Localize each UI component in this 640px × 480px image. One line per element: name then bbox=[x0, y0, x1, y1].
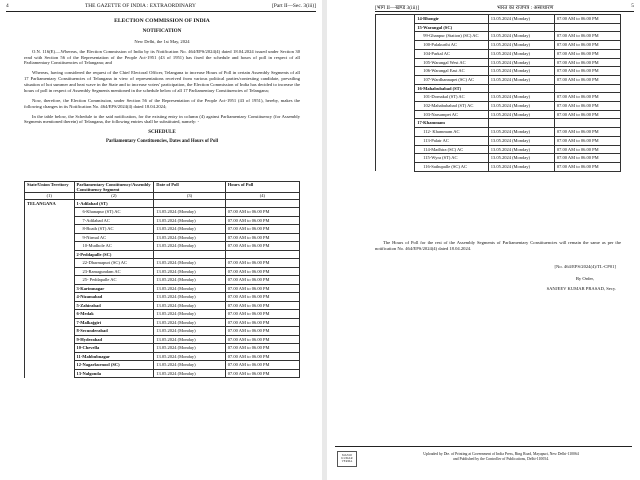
poll-hours-cell: 07.00 AM to 06.00 PM bbox=[554, 15, 620, 24]
constituency-cell: 102-Mahabubabad (ST) AC bbox=[415, 102, 489, 111]
constituency-cell: 104-Parkal AC bbox=[415, 49, 489, 58]
state-cell bbox=[25, 267, 75, 276]
table-row-segment bbox=[376, 136, 621, 145]
poll-date-cell: 13.05.2024 (Monday) bbox=[154, 318, 226, 327]
poll-date-cell: 13.05.2024 (Monday) bbox=[154, 301, 226, 310]
poll-hours-cell: 07.00 AM to 06.00 PM bbox=[225, 276, 299, 285]
state-cell bbox=[25, 293, 75, 302]
constituency-cell: 7-Adilabad AC bbox=[74, 216, 154, 225]
gazette-part-hindi: [भाग II—खण्ड 3(iii)] bbox=[375, 5, 420, 11]
table-row-constituency bbox=[25, 361, 300, 370]
poll-date-cell bbox=[488, 119, 554, 128]
signatory: SANJEEV KUMAR PRASAD, Secy. bbox=[546, 286, 616, 291]
poll-hours-cell: 07.00 AM to 06.00 PM bbox=[554, 136, 620, 145]
poll-hours-cell: 07.00 AM to 06.00 PM bbox=[225, 293, 299, 302]
state-cell bbox=[25, 233, 75, 242]
constituency-cell: 14-Bhongir bbox=[415, 15, 489, 24]
poll-hours-cell: 07.00 AM to 06.00 PM bbox=[225, 233, 299, 242]
col-number: (3) bbox=[154, 193, 226, 200]
date-line: New Delhi, the 1st May, 2024 bbox=[134, 38, 190, 44]
constituency-cell: 16-Mahabubabad (ST) bbox=[415, 84, 489, 93]
poll-hours-cell: 07.00 AM to 06.00 PM bbox=[225, 352, 299, 361]
poll-date-cell: 13.05.2024 (Monday) bbox=[154, 284, 226, 293]
poll-date-cell: 13.05.2024 (Monday) bbox=[154, 216, 226, 225]
poll-hours-cell: 07.00 AM to 06.00 PM bbox=[554, 162, 620, 171]
state-cell bbox=[376, 128, 415, 137]
poll-date-cell: 13.05.2024 (Monday) bbox=[154, 369, 226, 378]
constituency-cell: 100-Palakurthi AC bbox=[415, 41, 489, 50]
by-order: By Order, bbox=[575, 276, 594, 281]
table-row-constituency bbox=[25, 310, 300, 319]
table-row-constituency bbox=[25, 352, 300, 361]
constituency-cell: 1-Adilabad (ST) bbox=[74, 199, 154, 208]
closing-note: The Hours of Poll for the rest of the Assembly Segments of Parliamentary Constituencies will remain the same as per the notification No. 464/EPS/2024(4) dated 18.04.2024. bbox=[375, 240, 621, 251]
table-row-constituency bbox=[25, 344, 300, 353]
page-header bbox=[375, 3, 634, 11]
poll-date-cell: 13.05.2024 (Monday) bbox=[488, 136, 554, 145]
poll-hours-cell bbox=[225, 250, 299, 259]
state-cell bbox=[376, 49, 415, 58]
poll-hours-cell: 07.00 AM to 06.00 PM bbox=[554, 145, 620, 154]
table-row-segment bbox=[376, 162, 621, 171]
page-number: 4 bbox=[6, 3, 9, 9]
table-row-constituency bbox=[25, 335, 300, 344]
poll-hours-cell: 07.00 AM to 06.00 PM bbox=[554, 154, 620, 163]
footer-line-2: and Published by the Controller of Publications, Delhi-110054. bbox=[453, 457, 549, 462]
poll-hours-cell bbox=[554, 119, 620, 128]
col-header-constituency: Parliamentary Constituency/Assembly Constituency Segment bbox=[74, 182, 154, 193]
table-row-segment bbox=[25, 208, 300, 217]
schedule-rows bbox=[25, 199, 300, 378]
paragraph-3: Now, therefore, the Election Commission, under Section 56 of the Representation of the People Act-1951 (43 of 1951), hereby, makes the following changes in its Notification No. 464/EPS/2024(4) dated 18.04.2024; bbox=[24, 97, 300, 109]
state-cell bbox=[25, 352, 75, 361]
notification-heading: NOTIFICATION bbox=[142, 28, 182, 35]
state-cell bbox=[25, 284, 75, 293]
table-row-segment bbox=[376, 154, 621, 163]
constituency-cell: 6-Khanapur (ST) AC bbox=[74, 208, 154, 217]
schedule-title: SCHEDULE bbox=[148, 130, 176, 136]
footer bbox=[411, 452, 591, 462]
poll-date-cell: 13.05.2024 (Monday) bbox=[488, 145, 554, 154]
poll-hours-cell: 07.00 AM to 06.00 PM bbox=[554, 93, 620, 102]
state-cell bbox=[376, 84, 415, 93]
poll-date-cell: 13.05.2024 (Monday) bbox=[488, 128, 554, 137]
poll-hours-cell: 07.00 AM to 06.00 PM bbox=[225, 344, 299, 353]
poll-date-cell bbox=[488, 23, 554, 32]
poll-hours-cell: 07.00 AM to 06.00 PM bbox=[225, 327, 299, 336]
constituency-cell: 8-Boath (ST) AC bbox=[74, 225, 154, 234]
constituency-cell: 114-Madhira (SC) AC bbox=[415, 145, 489, 154]
table-row-segment bbox=[25, 276, 300, 285]
poll-hours-cell: 07.00 AM to 06.00 PM bbox=[225, 208, 299, 217]
poll-hours-cell: 07.00 AM to 06.00 PM bbox=[554, 58, 620, 67]
poll-date-cell: 13.05.2024 (Monday) bbox=[154, 208, 226, 217]
gazette-page-right bbox=[327, 0, 640, 480]
poll-date-cell: 13.05.2024 (Monday) bbox=[154, 361, 226, 370]
poll-date-cell: 13.05.2024 (Monday) bbox=[154, 327, 226, 336]
constituency-cell: 8-Secunderabad bbox=[74, 327, 154, 336]
table-row-segment bbox=[25, 225, 300, 234]
poll-date-cell: 13.05.2024 (Monday) bbox=[154, 259, 226, 268]
page-number: 5 bbox=[631, 3, 634, 9]
constituency-cell: 112- Khammam AC bbox=[415, 128, 489, 137]
table-row-segment bbox=[376, 93, 621, 102]
table-row-constituency bbox=[25, 327, 300, 336]
constituency-cell: 113-Palair AC bbox=[415, 136, 489, 145]
constituency-cell: 3-Karimnagar bbox=[74, 284, 154, 293]
state-cell bbox=[25, 318, 75, 327]
poll-date-cell: 13.05.2024 (Monday) bbox=[488, 15, 554, 24]
constituency-cell: 13-Nalgonda bbox=[74, 369, 154, 378]
poll-date-cell: 13.05.2024 (Monday) bbox=[154, 344, 226, 353]
table-row-constituency bbox=[25, 293, 300, 302]
state-cell bbox=[376, 110, 415, 119]
poll-date-cell: 13.05.2024 (Monday) bbox=[154, 335, 226, 344]
table-row-segment bbox=[376, 32, 621, 41]
state-cell bbox=[25, 242, 75, 251]
state-cell bbox=[25, 335, 75, 344]
constituency-cell: 23-Ramagundam AC bbox=[74, 267, 154, 276]
poll-date-cell: 13.05.2024 (Monday) bbox=[488, 32, 554, 41]
poll-date-cell bbox=[154, 250, 226, 259]
poll-hours-cell: 07.00 AM to 06.00 PM bbox=[554, 32, 620, 41]
constituency-cell: 22-Dharmapuri (SC) AC bbox=[74, 259, 154, 268]
state-cell bbox=[376, 32, 415, 41]
constituency-cell: 99-Ghanpur (Station) (SC) AC bbox=[415, 32, 489, 41]
table-row-segment bbox=[376, 128, 621, 137]
constituency-cell: 106-Warangal East AC bbox=[415, 67, 489, 76]
poll-date-cell: 13.05.2024 (Monday) bbox=[154, 233, 226, 242]
poll-hours-cell: 07.00 AM to 06.00 PM bbox=[554, 41, 620, 50]
notification-reference: [No. 464/EPS/2024(4)/TL-CP01] bbox=[554, 264, 616, 269]
constituency-cell: 9-Hyderabad bbox=[74, 335, 154, 344]
state-cell bbox=[25, 216, 75, 225]
state-cell bbox=[376, 75, 415, 84]
state-cell bbox=[376, 58, 415, 67]
table-row-segment bbox=[376, 41, 621, 50]
constituency-cell: 116-Sathupalle (SC) AC bbox=[415, 162, 489, 171]
table-row-constituency bbox=[25, 369, 300, 378]
state-cell bbox=[25, 327, 75, 336]
constituency-cell: 107-Wardhannapet (SC) AC bbox=[415, 75, 489, 84]
poll-hours-cell: 07.00 AM to 06.00 PM bbox=[225, 225, 299, 234]
constituency-cell: 5-Zahirabad bbox=[74, 301, 154, 310]
table-row-segment bbox=[376, 102, 621, 111]
constituency-cell: 11-Mahbubnagar bbox=[74, 352, 154, 361]
poll-date-cell: 13.05.2024 (Monday) bbox=[488, 75, 554, 84]
constituency-cell: 10-Chevella bbox=[74, 344, 154, 353]
poll-hours-cell: 07.00 AM to 06.00 PM bbox=[554, 75, 620, 84]
poll-hours-cell: 07.00 AM to 06.00 PM bbox=[225, 259, 299, 268]
table-row-segment bbox=[376, 75, 621, 84]
table-row-constituency bbox=[25, 199, 300, 208]
col-number: (2) bbox=[74, 193, 154, 200]
constituency-cell: 25- Peddapalle AC bbox=[74, 276, 154, 285]
poll-date-cell: 13.05.2024 (Monday) bbox=[154, 293, 226, 302]
constituency-cell: 103-Narsampet AC bbox=[415, 110, 489, 119]
org-title: ELECTION COMMISSION OF INDIA bbox=[114, 18, 210, 24]
poll-hours-cell: 07.00 AM to 06.00 PM bbox=[225, 301, 299, 310]
constituency-cell: 6-Medak bbox=[74, 310, 154, 319]
header-divider bbox=[375, 11, 634, 12]
poll-hours-cell: 07.00 AM to 06.00 PM bbox=[225, 284, 299, 293]
poll-date-cell: 13.05.2024 (Monday) bbox=[488, 102, 554, 111]
poll-hours-cell: 07.00 AM to 06.00 PM bbox=[554, 110, 620, 119]
poll-hours-cell: 07.00 AM to 06.00 PM bbox=[554, 102, 620, 111]
state-cell bbox=[25, 310, 75, 319]
poll-hours-cell: 07.00 AM to 06.00 PM bbox=[225, 267, 299, 276]
digital-signature-logo bbox=[337, 451, 357, 467]
state-cell bbox=[376, 23, 415, 32]
poll-hours-cell: 07.00 AM to 06.00 PM bbox=[225, 318, 299, 327]
state-cell bbox=[25, 259, 75, 268]
table-row-segment bbox=[25, 267, 300, 276]
constituency-cell: 7-Malkajgiri bbox=[74, 318, 154, 327]
logo-text: MANOJ KUMAR VERMA bbox=[341, 453, 353, 464]
poll-hours-cell: 07.00 AM to 06.00 PM bbox=[225, 242, 299, 251]
poll-date-cell: 13.05.2024 (Monday) bbox=[488, 154, 554, 163]
col-header-state: State/Union Territory bbox=[25, 182, 75, 193]
poll-hours-cell bbox=[554, 23, 620, 32]
table-row-constituency bbox=[376, 15, 621, 24]
poll-date-cell: 13.05.2024 (Monday) bbox=[154, 352, 226, 361]
state-cell bbox=[376, 145, 415, 154]
state-cell bbox=[376, 136, 415, 145]
table-row-constituency bbox=[25, 284, 300, 293]
state-cell bbox=[376, 41, 415, 50]
table-row-segment bbox=[376, 67, 621, 76]
poll-date-cell: 13.05.2024 (Monday) bbox=[488, 41, 554, 50]
state-cell bbox=[376, 119, 415, 128]
schedule-subtitle: Parliamentary Constituencies, Dates and Hours of Poll bbox=[105, 138, 219, 144]
state-cell bbox=[376, 15, 415, 24]
table-row-constituency bbox=[376, 23, 621, 32]
constituency-cell: 10-Mudhole AC bbox=[74, 242, 154, 251]
poll-hours-cell bbox=[554, 84, 620, 93]
state-cell bbox=[25, 361, 75, 370]
poll-hours-cell: 07.00 AM to 06.00 PM bbox=[554, 128, 620, 137]
poll-date-cell: 13.05.2024 (Monday) bbox=[488, 67, 554, 76]
poll-date-cell: 13.05.2024 (Monday) bbox=[154, 267, 226, 276]
notification-body bbox=[24, 14, 300, 145]
gazette-title: THE GAZETTE OF INDIA : EXTRAORDINARY bbox=[84, 3, 196, 9]
constituency-cell: 2-Peddapalle (SC) bbox=[74, 250, 154, 259]
poll-hours-cell: 07.00 AM to 06.00 PM bbox=[225, 310, 299, 319]
table-row-constituency bbox=[376, 84, 621, 93]
header-divider bbox=[6, 11, 316, 12]
col-number: (4) bbox=[225, 193, 299, 200]
col-number: (1) bbox=[25, 193, 75, 200]
state-cell: TELANGANA bbox=[25, 199, 75, 208]
poll-hours-cell bbox=[225, 199, 299, 208]
table-row-segment bbox=[376, 145, 621, 154]
poll-date-cell: 13.05.2024 (Monday) bbox=[154, 310, 226, 319]
table-row-segment bbox=[376, 58, 621, 67]
schedule-rows bbox=[376, 15, 621, 172]
table-header-row bbox=[25, 182, 300, 193]
constituency-cell: 105-Warangal West AC bbox=[415, 58, 489, 67]
constituency-cell: 101-Dornakal (ST) AC bbox=[415, 93, 489, 102]
poll-date-cell: 13.05.2024 (Monday) bbox=[154, 242, 226, 251]
poll-date-cell: 13.05.2024 (Monday) bbox=[488, 49, 554, 58]
state-cell bbox=[25, 301, 75, 310]
constituency-cell: 9-Nirmal AC bbox=[74, 233, 154, 242]
state-cell bbox=[25, 276, 75, 285]
state-cell bbox=[25, 369, 75, 378]
poll-date-cell: 13.05.2024 (Monday) bbox=[488, 162, 554, 171]
poll-date-cell: 13.05.2024 (Monday) bbox=[488, 110, 554, 119]
col-header-hours: Hours of Poll bbox=[225, 182, 299, 193]
table-row-constituency bbox=[25, 318, 300, 327]
state-cell bbox=[25, 250, 75, 259]
schedule-table-continued bbox=[375, 14, 621, 172]
paragraph-4: In the table below, the Schedule to the said notification, for the existing entry in column (4) against Parliamentary Constituency (for Assembly Segments mentioned therein) of Telangana, the following entries shall be substituted, namely: - bbox=[24, 113, 300, 125]
poll-hours-cell: 07.00 AM to 06.00 PM bbox=[554, 67, 620, 76]
state-cell bbox=[25, 225, 75, 234]
schedule-table bbox=[24, 181, 300, 378]
table-row-segment bbox=[376, 110, 621, 119]
table-row-segment bbox=[25, 216, 300, 225]
poll-date-cell: 13.05.2024 (Monday) bbox=[154, 276, 226, 285]
poll-date-cell: 13.05.2024 (Monday) bbox=[154, 225, 226, 234]
footer-line-1: Uploaded by Dte. of Printing at Government of India Press, Ring Road, Mayapuri, New Delhi-110064 bbox=[423, 452, 579, 456]
paragraph-2: Whereas, having considered the request of the Chief Electoral Officer, Telangana to increase Hours of Poll in certain Assembly Segments of all 17 Parliamentary Constituencies of Telangana in view of representations received from various political parties/contesting candidate, prevailing situation of hot summer and heat wave in the State and to increase voters' participation, the Election Commission of India has decided to increase the hours of poll in respect of Assembly Segments mentioned in the schedule below of all 17 Parliamentary Constituencies of Telangana; bbox=[24, 70, 300, 93]
poll-date-cell bbox=[154, 199, 226, 208]
paragraph-1: O.N. 116(E).—Whereas, the Election Commission of India by its Notification No. 464/EPS/2024(4) dated 18.04.2024 issued under Section 30 read with Section 56 of the Representation of the People Act-1951 (43 of 1951) has fixed the schedule and hours of poll in respect of all Parliamentary Constituencies of Telangana; and bbox=[24, 48, 300, 66]
gazette-part: [Part II—Sec. 3(iii)] bbox=[272, 3, 316, 9]
col-header-date: Date of Poll bbox=[154, 182, 226, 193]
table-row-constituency bbox=[376, 119, 621, 128]
table-row-segment bbox=[25, 242, 300, 251]
constituency-cell: 115-Wyra (ST) AC bbox=[415, 154, 489, 163]
constituency-cell: 17-Khammam bbox=[415, 119, 489, 128]
table-row-segment bbox=[25, 233, 300, 242]
state-cell bbox=[25, 344, 75, 353]
state-cell bbox=[376, 67, 415, 76]
footer-divider bbox=[335, 446, 632, 447]
page-header bbox=[6, 3, 316, 9]
table-row-constituency bbox=[25, 301, 300, 310]
table-row-constituency bbox=[25, 250, 300, 259]
constituency-cell: 12-Nagarkurnool (SC) bbox=[74, 361, 154, 370]
table-row-segment bbox=[376, 49, 621, 58]
poll-date-cell: 13.05.2024 (Monday) bbox=[488, 58, 554, 67]
poll-hours-cell: 07.00 AM to 06.00 PM bbox=[225, 216, 299, 225]
gazette-title-hindi: भारत का राजपत्र : असाधारण bbox=[496, 5, 554, 11]
poll-hours-cell: 07.00 AM to 06.00 PM bbox=[225, 361, 299, 370]
poll-date-cell: 13.05.2024 (Monday) bbox=[488, 93, 554, 102]
state-cell bbox=[376, 154, 415, 163]
constituency-cell: 15-Warangal (SC) bbox=[415, 23, 489, 32]
poll-hours-cell: 07.00 AM to 06.00 PM bbox=[554, 49, 620, 58]
state-cell bbox=[25, 208, 75, 217]
state-cell bbox=[376, 162, 415, 171]
state-cell bbox=[376, 93, 415, 102]
table-row-segment bbox=[25, 259, 300, 268]
poll-hours-cell: 07.00 AM to 06.00 PM bbox=[225, 369, 299, 378]
state-cell bbox=[376, 102, 415, 111]
poll-date-cell bbox=[488, 84, 554, 93]
constituency-cell: 4-Nizamabad bbox=[74, 293, 154, 302]
poll-hours-cell: 07.00 AM to 06.00 PM bbox=[225, 335, 299, 344]
